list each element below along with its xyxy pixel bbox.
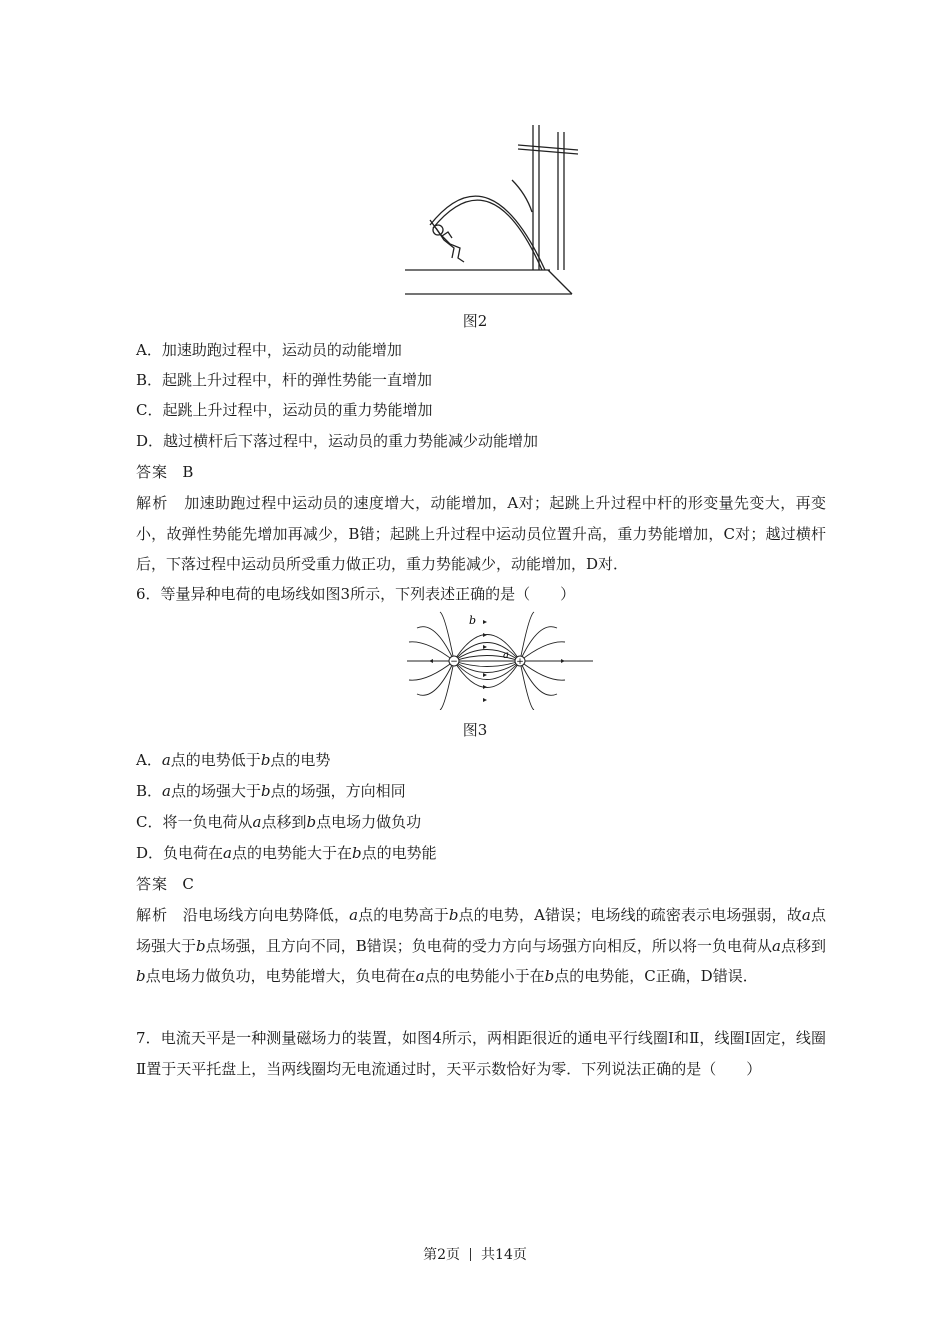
point-a-label: a: [503, 650, 509, 661]
q5-option-b: B．起跳上升过程中，杆的弹性势能一直增加: [136, 371, 433, 389]
negative-charge-label: −: [450, 657, 458, 667]
answer-value: B: [182, 463, 194, 481]
q5-option-a: A．加速助跑过程中，运动员的动能增加: [136, 341, 402, 359]
answer-label: 答案: [136, 463, 169, 481]
q5-answer: [136, 462, 193, 482]
point-b-label: b: [469, 614, 477, 627]
positive-charge-label: +: [516, 657, 524, 667]
answer-label: 答案: [136, 875, 169, 893]
analysis-label: 解析: [136, 494, 169, 512]
q7-stem: 7．电流天平是一种测量磁场力的装置，如图4所示，两相距很近的通电平行线圈Ⅰ和Ⅱ，线圈Ⅰ固定，线圈Ⅱ置于天平托盘上，当两线圈均无电流通过时，天平示数恰好为零．下列说法正确的是（ ）: [136, 1029, 826, 1078]
pole-vault-figure: [400, 120, 580, 300]
analysis-label: 解析: [136, 906, 169, 924]
q5-analysis: [136, 488, 826, 580]
figure-3-caption: 图3: [462, 721, 488, 739]
q6-answer: [136, 874, 194, 894]
page-footer: [0, 1244, 950, 1264]
page-total: 共14页: [481, 1247, 527, 1263]
q6-option-d: D．负电荷在a点的电势能大于在b点的电势能: [136, 844, 437, 862]
q6-option-b: B．a点的场强大于b点的场强，方向相同: [136, 782, 406, 800]
q6-analysis: 解析 沿电场线方向电势降低，a点的电势高于b点的电势，A错误；电场线的疏密表示电场强弱，故a点场强大于b点场强，且方向不同，B错误；负电荷的受力方向与场强方向相反，所以将一负电荷从a点移到b点电场力做负功，电势能增大，负电荷在a点的电势能小于在b点的电势能，C正确，D错误．: [136, 906, 826, 985]
answer-value: C: [182, 875, 194, 893]
figure-2-caption: 图2: [462, 312, 488, 330]
q6-option-c: C．将一负电荷从a点移到b点电场力做负功: [136, 813, 422, 831]
analysis-text: 加速助跑过程中运动员的速度增大，动能增加，A对；起跳上升过程中杆的形变量先变大，再变小，故弹性势能先增加再减少，B错；起跳上升过程中运动员位置升高，重力势能增加，C对；越过横杆后，下落过程中运动员所受重力做正功，重力势能减少，动能增加，D对．: [136, 494, 826, 573]
electric-field-figure: [405, 610, 595, 710]
q6-stem: 6．等量异种电荷的电场线如图3所示，下列表述正确的是（ ）: [136, 585, 576, 603]
q5-option-d: D．越过横杆后下落过程中，运动员的重力势能减少动能增加: [136, 432, 539, 450]
q5-option-c: C．起跳上升过程中，运动员的重力势能增加: [136, 401, 433, 419]
q6-option-a: A．a点的电势低于b点的电势: [136, 751, 331, 769]
footer-separator: [470, 1248, 471, 1261]
page-number: 第2页: [423, 1247, 461, 1263]
